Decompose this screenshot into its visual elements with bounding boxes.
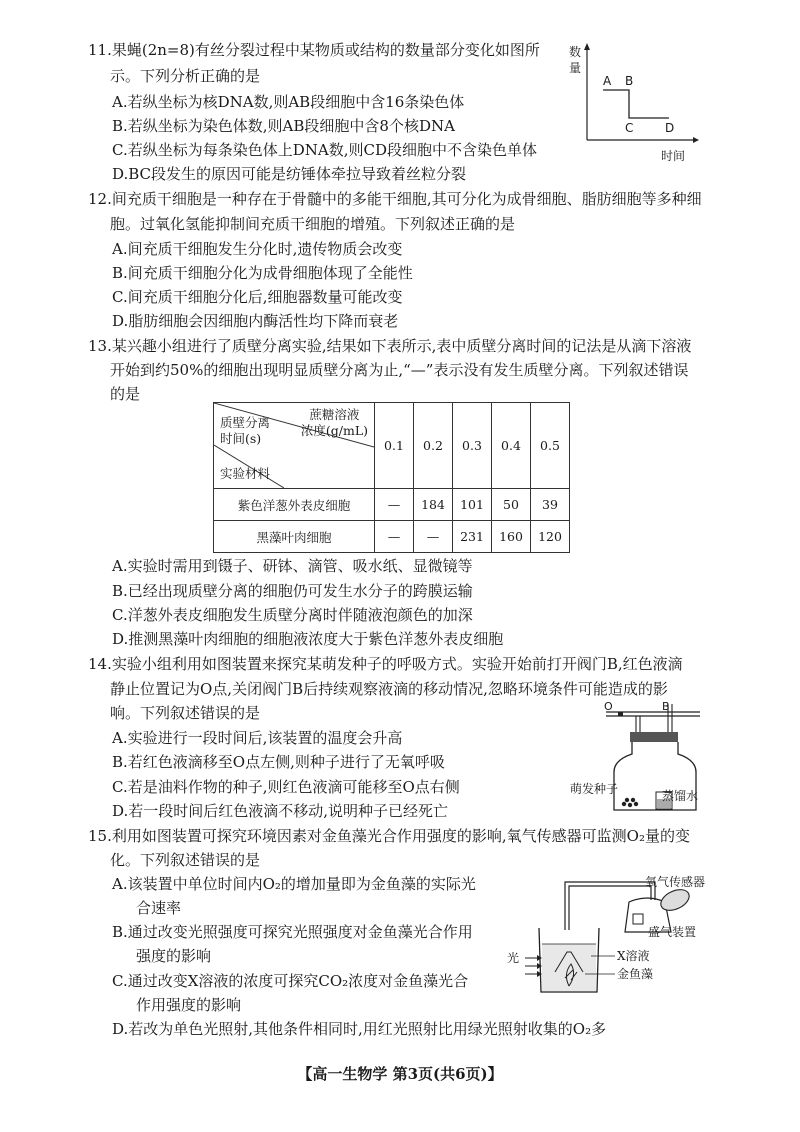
fig-label-b: B (662, 700, 670, 713)
q14-label-seeds: 萌发种子 (570, 782, 619, 796)
header-time-2: 时间(s) (220, 431, 262, 446)
q13-stem-line2: 开始到约50%的细胞出现明显质壁分离为止,“—”表示没有发生质壁分离。下列叙述错误 (110, 361, 689, 379)
graph-y-label-2: 量 (569, 61, 582, 75)
q14-label-water: 蒸馏水 (662, 789, 699, 803)
table-cell: 101 (453, 489, 492, 521)
q15-option-b-1: B.通过改变光照强度可探究光照强度对金鱼藻光合作用 (112, 923, 473, 941)
q14-stem-line1: 14.实验小组利用如图装置来探究某萌发种子的呼吸方式。实验开始前打开阀门B,红色液滴 (88, 655, 683, 673)
header-material: 实验材料 (220, 466, 271, 481)
q14-stem-line2: 静止位置记为O点,关闭阀门B后持续观察液滴的移动情况,忽略环境条件可能造成的影 (110, 680, 668, 698)
q12-option-b: B.间充质干细胞分化为成骨细胞体现了全能性 (112, 264, 413, 282)
conc-col-2: 0.2 (414, 403, 453, 489)
conc-col-1: 0.1 (375, 403, 414, 489)
q15-stem-line1-a: 15.利用如图装置可探究环境因素对金鱼藻光合作用强度的影响,氧气传感器可监测 (88, 827, 627, 845)
q14-option-b: B.若红色液滴移至O点左侧,则种子进行了无氧呼吸 (112, 753, 445, 771)
q15-label-light: 光 (507, 951, 520, 965)
graph-point-a: A (603, 74, 612, 88)
q12-option-c: C.间充质干细胞分化后,细胞器数量可能改变 (112, 288, 403, 306)
header-sucrose-2: 浓度(g/mL) (300, 423, 368, 438)
q12-option-a: A.间充质干细胞发生分化时,遗传物质会改变 (112, 240, 403, 258)
q13-option-c: C.洋葱外表皮细胞发生质壁分离时伴随液泡颜色的加深 (112, 606, 473, 624)
q15-label-plant: 金鱼藻 (617, 967, 654, 981)
graph-point-c: C (625, 121, 634, 135)
table-row (214, 489, 570, 521)
q15-option-d: D.若改为单色光照射,其他条件相同时,用红光照射比用绿光照射收集的O₂多 (112, 1020, 607, 1038)
q15-option-c-1: C.通过改变X溶液的浓度可探究CO₂浓度对金鱼藻光合 (112, 972, 469, 990)
table-cell: 184 (414, 489, 453, 521)
q14-stem-line3: 响。下列叙述错误的是 (110, 704, 261, 722)
q13-option-b: B.已经出现质壁分离的细胞仍可发生水分子的跨膜运输 (112, 582, 473, 600)
table-cell: — (375, 489, 414, 521)
q14-option-d: D.若一段时间后红色液滴不移动,说明种子已经死亡 (112, 802, 449, 820)
q13-option-d: D.推测黑藻叶肉细胞的细胞液浓度大于紫色洋葱外表皮细胞 (112, 630, 504, 648)
q11-stem-line1: 11.果蝇(2n=8)有丝分裂过程中某物质或结构的数量部分变化如图所 (88, 41, 540, 59)
q15-label-x: X溶液 (617, 949, 650, 963)
graph-point-d: D (665, 121, 675, 135)
q14-option-a: A.实验进行一段时间后,该装置的温度会升高 (112, 729, 403, 747)
q15-label-box: 盛气装置 (648, 925, 697, 939)
fig-label-o: O (604, 700, 613, 713)
q15-stem-line1 (88, 826, 690, 846)
graph-x-label: 时间 (661, 149, 686, 163)
conc-col-4: 0.4 (492, 403, 531, 489)
q11-stem-line2: 示。下列分析正确的是 (110, 67, 261, 85)
q13-stem-line3: 的是 (110, 385, 141, 403)
table-cell: 120 (531, 521, 570, 553)
table-cell: 50 (492, 489, 531, 521)
q15-stem-line2: 化。下列叙述错误的是 (110, 851, 261, 869)
table-cell: 160 (492, 521, 531, 553)
table-diagonal-header (214, 403, 375, 489)
table-row (214, 521, 570, 553)
q15-option-c-2: 作用强度的影响 (136, 996, 242, 1014)
table-cell: 231 (453, 521, 492, 553)
q12-stem-line2: 胞。过氧化氢能抑制间充质干细胞的增殖。下列叙述正确的是 (110, 215, 516, 233)
q13-experiment-table (213, 402, 570, 553)
q15-option-a-2: 合速率 (136, 899, 182, 917)
header-time-1: 质壁分离 (220, 415, 271, 430)
q12-option-d: D.脂肪细胞会因细胞内酶活性均下降而衰老 (112, 312, 399, 330)
q11-option-d: D.BC段发生的原因可能是纺锤体牵拉导致着丝粒分裂 (112, 165, 467, 183)
graph-y-label-1: 数 (569, 45, 582, 59)
q11-option-a: A.若纵坐标为核DNA数,则AB段细胞中含16条染色体 (112, 93, 465, 111)
conc-col-5: 0.5 (531, 403, 570, 489)
graph-point-b: B (625, 74, 634, 88)
page-footer: 【高一生物学 第3页(共6页)】 (297, 1065, 503, 1083)
q14-option-c: C.若是油料作物的种子,则红色液滴可能移至O点右侧 (112, 778, 460, 796)
q11-option-c: C.若纵坐标为每条染色体上DNA数,则CD段细胞中不含染色单体 (112, 141, 537, 159)
q15-label-sensor: 氧气传感器 (645, 875, 706, 889)
row-material: 紫色洋葱外表皮细胞 (214, 489, 375, 521)
header-sucrose-1: 蔗糖溶液 (309, 407, 360, 422)
row-material: 黑藻叶肉细胞 (214, 521, 375, 553)
q12-stem-line1: 12.间充质干细胞是一种存在于骨髓中的多能干细胞,其可分化为成骨细胞、脂肪细胞等多种细 (88, 190, 702, 208)
q15-option-a-1: A.该装置中单位时间内O₂的增加量即为金鱼藻的实际光 (112, 875, 476, 893)
q11-option-b: B.若纵坐标为染色体数,则AB段细胞中含8个核DNA (112, 117, 455, 135)
table-cell: 39 (531, 489, 570, 521)
conc-col-3: 0.3 (453, 403, 492, 489)
q13-stem-line1: 13.某兴趣小组进行了质壁分离实验,结果如下表所示,表中质壁分离时间的记法是从滴下溶液 (88, 337, 692, 355)
q11-graph (565, 40, 700, 170)
q15-stem-line1-b: O₂量的变 (626, 827, 690, 845)
table-cell: — (414, 521, 453, 553)
q13-option-a: A.实验时需用到镊子、研钵、滴管、吸水纸、显微镜等 (112, 557, 473, 575)
table-cell: — (375, 521, 414, 553)
q15-option-b-2: 强度的影响 (136, 947, 212, 965)
